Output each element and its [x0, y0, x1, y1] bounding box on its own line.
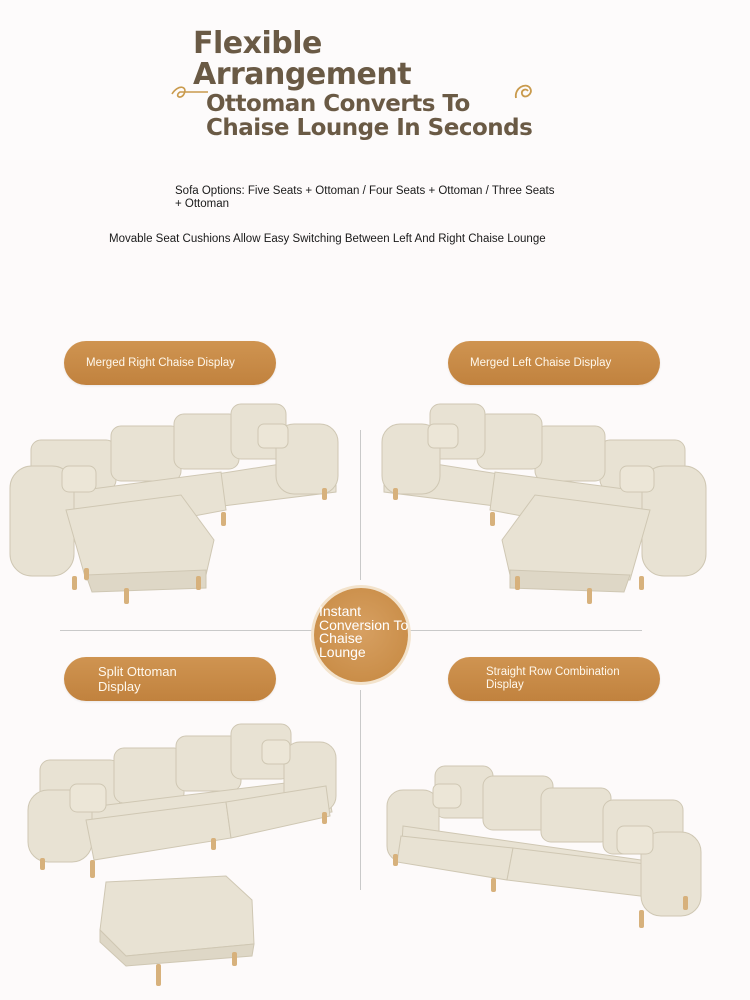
subtitle-line-2: Chaise Lounge In Seconds	[206, 115, 533, 141]
instant-conversion-text: Instant Conversion To Chaise Lounge	[319, 603, 409, 660]
sofa-image-left-chaise	[380, 400, 710, 615]
sofa-image-right-chaise	[6, 400, 341, 615]
divider-vertical-bottom	[360, 690, 361, 890]
label-split-ottoman-text: Split Ottoman Display	[98, 664, 177, 694]
divider-horizontal-right	[410, 630, 642, 631]
sofa-image-split-ottoman	[26, 720, 341, 1000]
title-line-1: Flexible	[193, 26, 322, 61]
label-merged-left-chaise-text: Merged Left Chaise Display	[470, 356, 612, 369]
page-subtitle	[206, 92, 532, 140]
divider-vertical-top	[360, 430, 361, 580]
swirl-left-ornament	[170, 82, 210, 102]
label-straight-row	[448, 657, 660, 701]
sofa-options-text: Sofa Options: Five Seats + Ottoman / Four Seats + Ottoman / Three Seats + Ottoman	[175, 185, 555, 210]
sofa-image-straight-row	[383, 762, 703, 932]
divider-horizontal-left	[60, 630, 312, 631]
label-straight-row-text: Straight Row Combination Display	[486, 666, 620, 691]
label-merged-right-chaise-text: Merged Right Chaise Display	[86, 356, 235, 369]
label-merged-left-chaise	[448, 341, 660, 385]
page-title	[193, 28, 411, 90]
label-merged-right-chaise	[64, 341, 276, 385]
label-split-ottoman	[64, 657, 276, 701]
title-line-2: Arrangement	[193, 57, 412, 92]
subtitle-line-1: Ottoman Converts To	[206, 91, 470, 117]
movable-cushions-text: Movable Seat Cushions Allow Easy Switching Between Left And Right Chaise Lounge	[109, 233, 546, 245]
